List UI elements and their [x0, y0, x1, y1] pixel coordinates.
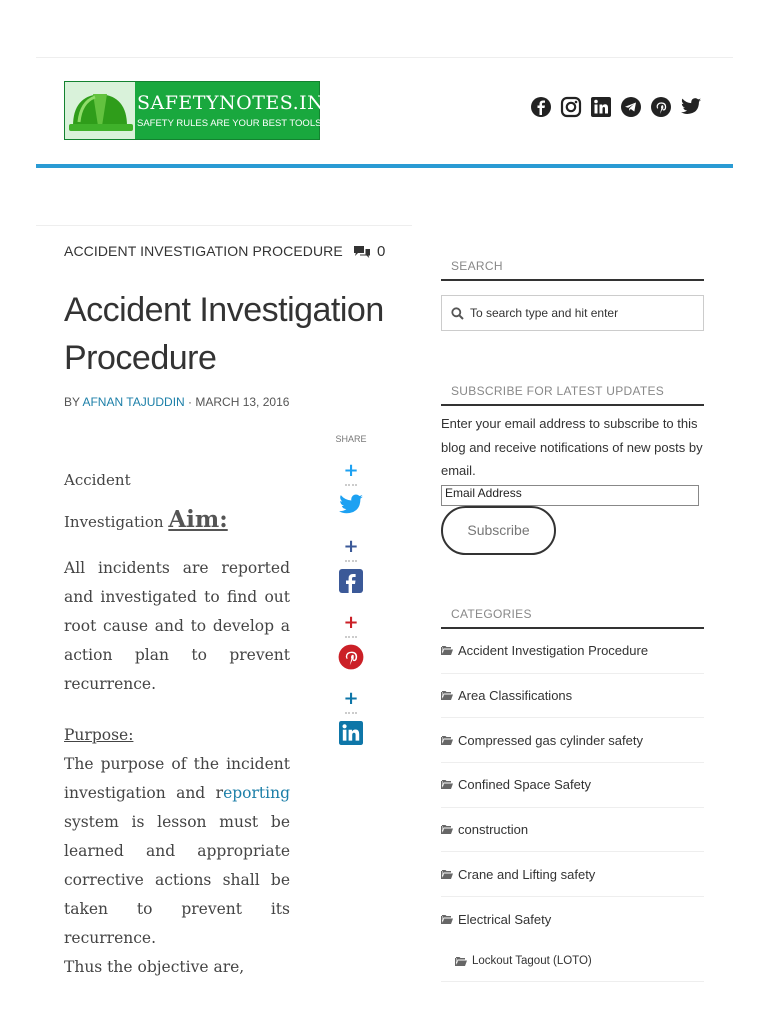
share-twitter-icon[interactable] — [338, 492, 364, 518]
folder-icon — [441, 691, 453, 700]
category-item[interactable] — [441, 897, 704, 942]
category-item[interactable] — [441, 629, 704, 674]
share-bar — [331, 434, 371, 766]
folder-icon — [441, 825, 453, 834]
plus-icon: + — [343, 536, 359, 557]
telegram-icon[interactable] — [620, 95, 642, 119]
folder-icon — [441, 915, 453, 924]
folder-icon — [441, 736, 453, 745]
paragraph-text: The purpose of the incident investigation and r — [64, 755, 290, 802]
share-facebook-icon[interactable] — [338, 568, 364, 594]
share-label: SHARE — [335, 434, 367, 444]
article-paragraph: All incidents are reported and investigated to find out root cause and to develop a action plan to prevent recurrence. — [64, 559, 290, 693]
social-links — [530, 95, 702, 119]
category-link[interactable]: Electrical Safety — [458, 911, 552, 927]
folder-icon — [441, 870, 453, 879]
category-link[interactable]: Compressed gas cylinder safety — [458, 732, 643, 748]
top-divider — [36, 57, 733, 58]
linkedin-icon[interactable] — [590, 95, 612, 119]
comments-icon — [353, 245, 371, 259]
content-divider — [36, 225, 412, 226]
subscribe-button[interactable]: Subscribe — [441, 506, 556, 555]
intro-text-1: Accident — [64, 471, 131, 489]
post-title: Accident Investigation Procedure — [64, 291, 384, 377]
category-item[interactable] — [441, 852, 704, 897]
category-link[interactable]: Area Classifications — [458, 688, 573, 704]
share-linkedin-icon[interactable] — [338, 720, 364, 746]
subscribe-widget — [441, 384, 704, 555]
byline-by: BY — [64, 395, 80, 409]
site-tagline: SAFETY RULES ARE YOUR BEST TOOLS — [137, 118, 322, 129]
share-pinterest-icon[interactable] — [338, 644, 364, 670]
share-divider — [345, 632, 357, 638]
comment-count: 0 — [377, 243, 386, 260]
category-link[interactable]: Accident Investigation Procedure — [458, 643, 649, 659]
share-divider — [345, 480, 357, 486]
category-item[interactable] — [441, 718, 704, 763]
category-link[interactable]: Crane and Lifting safety — [458, 866, 596, 882]
site-name: SAFETYNOTES.IN — [137, 92, 325, 114]
byline-separator: · — [184, 395, 196, 409]
header-accent-bar — [36, 164, 733, 168]
paragraph-text: system is lesson must be learned and appropriate corrective actions shall be taken to prevent its recurrence. — [64, 813, 290, 947]
article-paragraph: Thus the objective are, — [64, 958, 245, 976]
article-intro — [64, 460, 290, 542]
folder-icon — [441, 646, 453, 655]
twitter-icon[interactable] — [680, 95, 702, 119]
helmet-icon — [65, 82, 135, 139]
subcategory-item[interactable] — [441, 942, 704, 982]
post-category-link[interactable]: ACCIDENT INVESTIGATION PROCEDURE — [64, 243, 343, 259]
search-input[interactable] — [441, 295, 704, 331]
category-link[interactable]: Confined Space Safety — [458, 777, 591, 793]
aim-heading: Aim: — [168, 506, 228, 533]
email-field[interactable]: Email Address — [441, 485, 699, 506]
search-icon — [451, 307, 464, 320]
category-list — [441, 629, 704, 982]
category-link[interactable]: construction — [458, 822, 529, 838]
search-widget-title: SEARCH — [441, 259, 704, 281]
article-paragraph — [64, 750, 290, 953]
search-placeholder: To search type and hit enter — [470, 306, 619, 320]
category-item[interactable] — [441, 763, 704, 808]
instagram-icon[interactable] — [560, 95, 582, 119]
reporting-link[interactable]: eporting — [223, 784, 290, 802]
folder-icon — [441, 780, 453, 789]
share-divider — [345, 708, 357, 714]
folder-icon — [455, 957, 467, 966]
post-byline — [64, 395, 289, 409]
purpose-heading: Purpose: — [64, 726, 134, 744]
facebook-icon[interactable] — [530, 95, 552, 119]
category-item[interactable] — [441, 674, 704, 719]
intro-text-2: Investigation — [64, 513, 164, 531]
search-widget — [441, 259, 704, 331]
share-divider — [345, 556, 357, 562]
comment-count-link[interactable] — [353, 243, 385, 260]
post-date: MARCH 13, 2016 — [195, 395, 290, 409]
plus-icon: + — [343, 688, 359, 709]
subscribe-widget-title: SUBSCRIBE FOR LATEST UPDATES — [441, 384, 704, 406]
categories-widget-title: CATEGORIES — [441, 607, 704, 629]
plus-icon: + — [343, 612, 359, 633]
category-item[interactable] — [441, 808, 704, 853]
categories-widget — [441, 607, 704, 982]
subscribe-description: Enter your email address to subscribe to this blog and receive notifications of new posts by email. — [441, 416, 703, 478]
subcategory-link[interactable]: Lockout Tagout (LOTO) — [472, 955, 592, 968]
author-link[interactable]: AFNAN TAJUDDIN — [82, 395, 185, 409]
pinterest-icon[interactable] — [650, 95, 672, 119]
plus-icon: + — [343, 460, 359, 481]
site-logo[interactable] — [64, 81, 325, 140]
article-body — [64, 460, 290, 982]
